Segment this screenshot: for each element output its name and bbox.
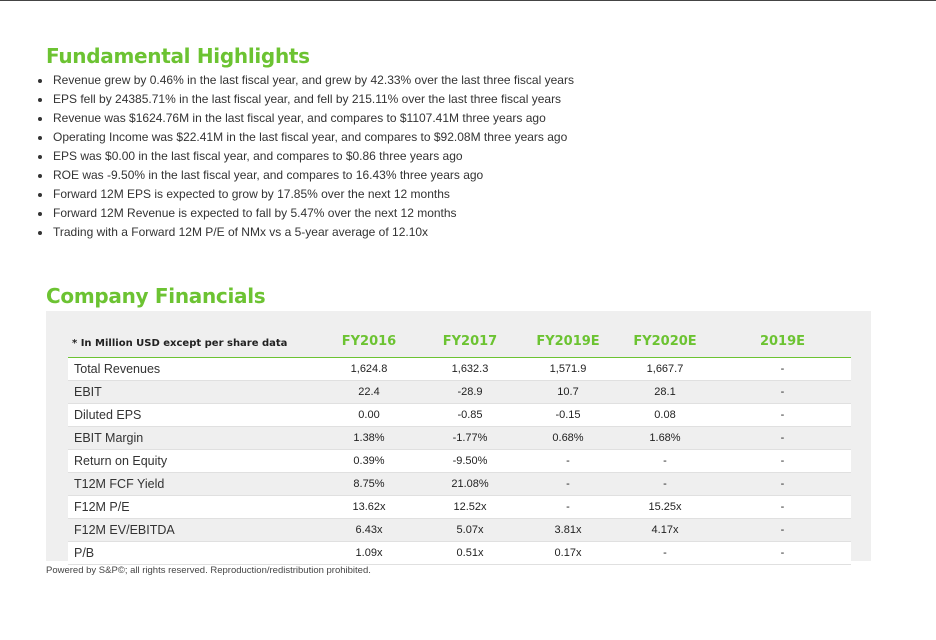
table-cell: - xyxy=(714,427,851,450)
table-row xyxy=(68,450,851,473)
table-cell: 13.62x xyxy=(318,496,420,519)
table-cell: 10.7 xyxy=(520,381,616,404)
row-label: P/B xyxy=(68,542,318,565)
table-cell: - xyxy=(714,450,851,473)
table-row xyxy=(68,358,851,381)
table-cell: - xyxy=(714,358,851,381)
table-cell: - xyxy=(520,473,616,496)
table-cell: 0.68% xyxy=(520,427,616,450)
table-cell: - xyxy=(520,496,616,519)
table-cell: 0.17x xyxy=(520,542,616,565)
table-cell: 8.75% xyxy=(318,473,420,496)
row-label: F12M EV/EBITDA xyxy=(68,519,318,542)
table-cell: 28.1 xyxy=(616,381,714,404)
highlight-item: Revenue was $1624.76M in the last fiscal year, and compares to $1107.41M three years ago xyxy=(34,109,574,128)
row-label: Diluted EPS xyxy=(68,404,318,427)
table-row xyxy=(68,404,851,427)
table-cell: - xyxy=(714,381,851,404)
highlight-item: Forward 12M EPS is expected to grow by 17.85% over the next 12 months xyxy=(34,185,574,204)
table-cell: 5.07x xyxy=(420,519,520,542)
highlight-item: Trading with a Forward 12M P/E of NMx vs a 5-year average of 12.10x xyxy=(34,223,574,242)
table-cell: - xyxy=(714,519,851,542)
table-cell: 0.39% xyxy=(318,450,420,473)
highlights-list xyxy=(34,71,574,242)
table-cell: 3.81x xyxy=(520,519,616,542)
table-cell: 1.68% xyxy=(616,427,714,450)
table-cell: - xyxy=(616,450,714,473)
highlight-item: Operating Income was $22.41M in the last fiscal year, and compares to $92.08M three years ago xyxy=(34,128,574,147)
table-row xyxy=(68,542,851,565)
table-cell: 0.51x xyxy=(420,542,520,565)
row-label: EBIT Margin xyxy=(68,427,318,450)
row-label: Total Revenues xyxy=(68,358,318,381)
table-cell: - xyxy=(616,542,714,565)
table-cell: 1,571.9 xyxy=(520,358,616,381)
column-header: FY2017 xyxy=(420,325,520,358)
table-cell: 4.17x xyxy=(616,519,714,542)
table-cell: - xyxy=(714,473,851,496)
table-cell: 1,632.3 xyxy=(420,358,520,381)
row-label: T12M FCF Yield xyxy=(68,473,318,496)
table-cell: - xyxy=(714,542,851,565)
table-cell: -9.50% xyxy=(420,450,520,473)
table-cell: - xyxy=(714,404,851,427)
table-cell: 1.09x xyxy=(318,542,420,565)
table-row xyxy=(68,381,851,404)
table-row xyxy=(68,496,851,519)
highlight-item: EPS fell by 24385.71% in the last fiscal year, and fell by 215.11% over the last three fiscal years xyxy=(34,90,574,109)
company-financials-title: Company Financials xyxy=(46,284,266,308)
table-cell: -0.15 xyxy=(520,404,616,427)
fundamental-highlights-title: Fundamental Highlights xyxy=(46,44,310,68)
table-header-row xyxy=(68,325,851,358)
table-cell: -0.85 xyxy=(420,404,520,427)
table-cell: 1,667.7 xyxy=(616,358,714,381)
highlight-item: ROE was -9.50% in the last fiscal year, and compares to 16.43% three years ago xyxy=(34,166,574,185)
table-cell: -1.77% xyxy=(420,427,520,450)
row-label: EBIT xyxy=(68,381,318,404)
financials-table xyxy=(68,325,851,565)
row-label: F12M P/E xyxy=(68,496,318,519)
copyright-footer: Powered by S&P©; all rights reserved. Reproduction/redistribution prohibited. xyxy=(46,565,371,576)
table-cell: 0.08 xyxy=(616,404,714,427)
table-row xyxy=(68,427,851,450)
table-cell: 12.52x xyxy=(420,496,520,519)
column-header: FY2016 xyxy=(318,325,420,358)
table-cell: - xyxy=(520,450,616,473)
table-cell: 21.08% xyxy=(420,473,520,496)
table-row xyxy=(68,473,851,496)
table-cell: -28.9 xyxy=(420,381,520,404)
table-cell: 1.38% xyxy=(318,427,420,450)
table-cell: 22.4 xyxy=(318,381,420,404)
top-divider xyxy=(0,0,936,1)
table-cell: - xyxy=(616,473,714,496)
table-cell: 15.25x xyxy=(616,496,714,519)
row-label: Return on Equity xyxy=(68,450,318,473)
highlight-item: Forward 12M Revenue is expected to fall by 5.47% over the next 12 months xyxy=(34,204,574,223)
highlight-item: Revenue grew by 0.46% in the last fiscal year, and grew by 42.33% over the last three fiscal years xyxy=(34,71,574,90)
table-cell: - xyxy=(714,496,851,519)
table-cell: 1,624.8 xyxy=(318,358,420,381)
units-note: * In Million USD except per share data xyxy=(68,325,318,358)
table-row xyxy=(68,519,851,542)
column-header: 2019E xyxy=(714,325,851,358)
table-cell: 0.00 xyxy=(318,404,420,427)
financials-panel xyxy=(46,311,871,561)
column-header: FY2020E xyxy=(616,325,714,358)
table-cell: 6.43x xyxy=(318,519,420,542)
column-header: FY2019E xyxy=(520,325,616,358)
highlight-item: EPS was $0.00 in the last fiscal year, and compares to $0.86 three years ago xyxy=(34,147,574,166)
